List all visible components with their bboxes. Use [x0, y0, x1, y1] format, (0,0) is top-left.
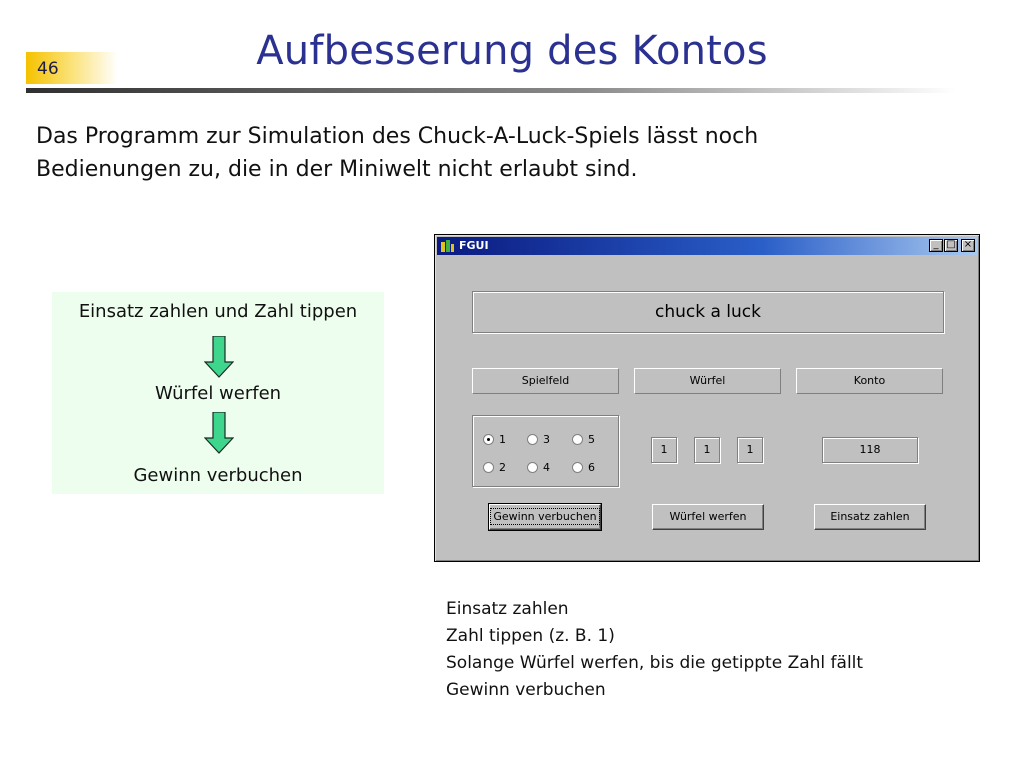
note-line-1: Einsatz zahlen [446, 599, 569, 619]
close-button[interactable]: × [961, 239, 975, 252]
flow-step-2: Würfel werfen [154, 383, 282, 404]
konto-value: 118 [822, 437, 918, 463]
intro-text [36, 120, 936, 186]
down-arrow-icon [204, 412, 234, 454]
game-title-label: chuck a luck [472, 291, 944, 333]
window-titlebar[interactable] [437, 237, 977, 255]
die-2-value: 1 [694, 437, 720, 463]
radio-option-3[interactable]: 3 [527, 433, 550, 446]
radio-option-6[interactable]: 6 [572, 461, 595, 474]
app-icon [440, 239, 455, 253]
window-title: FGUI [459, 239, 489, 252]
note-line-3: Solange Würfel werfen, bis die getippte Zahl fällt [446, 653, 864, 673]
radio-option-5[interactable]: 5 [572, 433, 595, 446]
note-line-2: Zahl tippen (z. B. 1) [446, 626, 615, 646]
intro-line-2: Bedienungen zu, die in der Miniwelt nicht erlaubt sind. [36, 157, 638, 182]
konto-label: Konto [796, 368, 943, 394]
die-1-value: 1 [651, 437, 677, 463]
flow-step-1: Einsatz zahlen und Zahl tippen [78, 301, 358, 322]
fgui-window [434, 234, 980, 562]
procedure-notes [446, 596, 863, 704]
slide-number: 46 [37, 59, 59, 79]
number-radio-group [472, 415, 619, 487]
flow-step-3: Gewinn verbuchen [133, 465, 303, 486]
radio-circle[interactable] [572, 434, 583, 445]
radio-circle[interactable] [483, 434, 494, 445]
note-line-4: Gewinn verbuchen [446, 680, 606, 700]
radio-circle[interactable] [527, 462, 538, 473]
einsatz-zahlen-button[interactable]: Einsatz zahlen [814, 504, 926, 530]
spielfeld-label: Spielfeld [472, 368, 619, 394]
slide-title: Aufbesserung des Kontos [256, 28, 768, 74]
gewinn-verbuchen-button[interactable]: Gewinn verbuchen [489, 504, 601, 530]
radio-option-2[interactable]: 2 [483, 461, 506, 474]
wuerfel-werfen-button[interactable]: Würfel werfen [652, 504, 764, 530]
radio-circle[interactable] [572, 462, 583, 473]
minimize-button[interactable]: _ [929, 239, 943, 252]
radio-option-4[interactable]: 4 [527, 461, 550, 474]
wuerfel-label: Würfel [634, 368, 781, 394]
flow-diagram [52, 292, 384, 494]
radio-option-1[interactable]: 1 [483, 433, 506, 446]
down-arrow-icon [204, 336, 234, 378]
title-divider [26, 88, 956, 93]
radio-circle[interactable] [527, 434, 538, 445]
radio-circle[interactable] [483, 462, 494, 473]
intro-line-1: Das Programm zur Simulation des Chuck-A-Luck-Spiels lässt noch [36, 124, 759, 149]
maximize-button[interactable]: □ [944, 239, 958, 252]
die-3-value: 1 [737, 437, 763, 463]
